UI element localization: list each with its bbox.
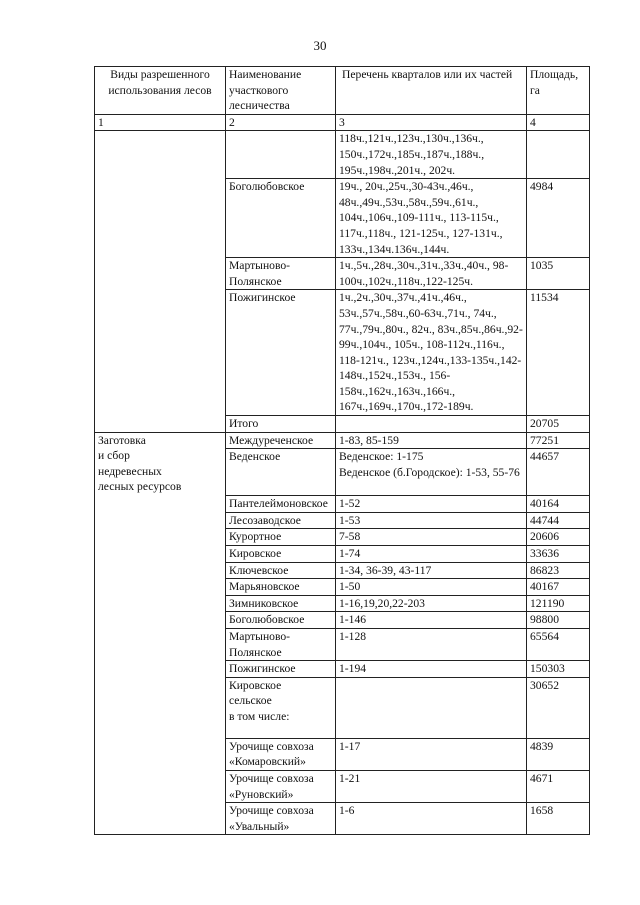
column-number-row — [95, 114, 590, 131]
forestry-cell: Кировское — [226, 546, 336, 563]
area-cell: 20606 — [527, 529, 590, 546]
area-cell: 65564 — [527, 629, 590, 661]
quarters-cell — [336, 677, 527, 738]
forestry-cell: Ключевское — [226, 562, 336, 579]
area-cell: 1658 — [527, 803, 590, 835]
forestry-cell: Пожигинское — [226, 290, 336, 416]
forestry-cell: Курортное — [226, 529, 336, 546]
forestry-cell: Урочище совхоза «Руновский» — [226, 770, 336, 802]
page-number: 30 — [313, 38, 327, 53]
forestry-cell: Междуреченское — [226, 432, 336, 449]
area-cell: 44657 — [527, 449, 590, 496]
forestry-cell: Пожигинское — [226, 661, 336, 678]
forestry-cell: Марьяновское — [226, 579, 336, 596]
area-cell: 4671 — [527, 770, 590, 802]
area-cell: 4984 — [527, 179, 590, 258]
quarters-cell: 1-52 — [336, 496, 527, 513]
area-cell: 150303 — [527, 661, 590, 678]
forestry-cell: Зимниковское — [226, 595, 336, 612]
column-number: 4 — [527, 114, 590, 131]
area-cell: 4839 — [527, 738, 590, 770]
forestry-cell: Боголюбовское — [226, 179, 336, 258]
forestry-cell: Мартыново-Полянское — [226, 258, 336, 290]
quarters-cell: 1-83, 85-159 — [336, 432, 527, 449]
quarters-cell: 19ч., 20ч.,25ч.,30-43ч.,46ч., 48ч.,49ч.,53ч.,58ч.,59ч.,61ч., 104ч.,106ч.,109-111ч., 113-115ч., 117ч.,118ч., 121-125ч., 127-131ч., 133ч.,134ч.136ч.,144ч. — [336, 179, 527, 258]
area-cell: 44744 — [527, 512, 590, 529]
forestry-cell: Кировское сельское в том числе: — [226, 677, 336, 738]
area-cell: 20705 — [527, 416, 590, 433]
quarters-cell: 118ч.,121ч.,123ч.,130ч.,136ч., 150ч.,172ч.,185ч.,187ч.,188ч., 195ч.,198ч.,201ч., 202ч. — [336, 131, 527, 179]
quarters-cell: 7-58 — [336, 529, 527, 546]
quarters-cell: 1ч.,5ч.,28ч.,30ч.,31ч.,33ч.,40ч., 98-100ч.,102ч.,118ч.,122-125ч. — [336, 258, 527, 290]
quarters-cell: 1ч.,2ч.,30ч.,37ч.,41ч.,46ч., 53ч.,57ч.,58ч.,60-63ч.,71ч., 74ч., 77ч.,79ч.,80ч., 82ч., 83ч.,85ч.,86ч.,92-99ч.,104ч., 105ч., 108-112ч.,116ч., 118-121ч., 123ч.,124ч.,133-135ч.,142-148ч.,152ч.,153ч., 156-158ч.,162ч.,163ч.,166ч., 167ч.,169ч.,170ч.,172-189ч. — [336, 290, 527, 416]
column-number: 3 — [336, 114, 527, 131]
use-type-cell: Заготовка и сбор недревесных лесных ресурсов — [95, 432, 226, 835]
quarters-cell: 1-21 — [336, 770, 527, 802]
column-number: 1 — [95, 114, 226, 131]
area-cell: 86823 — [527, 562, 590, 579]
area-cell: 40164 — [527, 496, 590, 513]
table-header-row — [95, 67, 590, 115]
area-cell: 40167 — [527, 579, 590, 596]
quarters-cell: 1-34, 36-39, 43-117 — [336, 562, 527, 579]
header-quarters: Перечень кварталов или их частей — [336, 67, 527, 115]
forestry-cell: Пантелеймоновское — [226, 496, 336, 513]
forestry-cell: Веденское — [226, 449, 336, 496]
area-cell: 11534 — [527, 290, 590, 416]
forestry-cell: Урочище совхоза «Комаровский» — [226, 738, 336, 770]
quarters-cell: 1-17 — [336, 738, 527, 770]
quarters-cell: 1-74 — [336, 546, 527, 563]
quarters-cell: 1-194 — [336, 661, 527, 678]
forestry-table — [94, 66, 590, 835]
area-cell: 30652 — [527, 677, 590, 738]
header-forestry-name: Наименование участкового лесничества — [226, 67, 336, 115]
quarters-cell: 1-53 — [336, 512, 527, 529]
quarters-cell — [336, 416, 527, 433]
header-use-type: Виды разрешенного использования лесов — [95, 67, 226, 115]
quarters-cell: 1-16,19,20,22-203 — [336, 595, 527, 612]
quarters-cell: 1-128 — [336, 629, 527, 661]
quarters-cell: 1-146 — [336, 612, 527, 629]
forestry-cell: Лесозаводское — [226, 512, 336, 529]
area-cell: 98800 — [527, 612, 590, 629]
table-row — [95, 432, 590, 449]
quarters-cell: 1-6 — [336, 803, 527, 835]
forestry-cell: Итого — [226, 416, 336, 433]
area-cell: 33636 — [527, 546, 590, 563]
use-type-cell — [95, 131, 226, 432]
area-cell: 1035 — [527, 258, 590, 290]
forestry-cell: Мартыново-Полянское — [226, 629, 336, 661]
quarters-cell: Веденское: 1-175 Веденское (б.Городское): 1-53, 55-76 — [336, 449, 527, 496]
area-cell — [527, 131, 590, 179]
forestry-cell — [226, 131, 336, 179]
area-cell: 77251 — [527, 432, 590, 449]
table-row — [95, 131, 590, 179]
header-area: Площадь, га — [527, 67, 590, 115]
forestry-cell: Урочище совхоза «Увальный» — [226, 803, 336, 835]
area-cell: 121190 — [527, 595, 590, 612]
column-number: 2 — [226, 114, 336, 131]
forestry-cell: Боголюбовское — [226, 612, 336, 629]
quarters-cell: 1-50 — [336, 579, 527, 596]
